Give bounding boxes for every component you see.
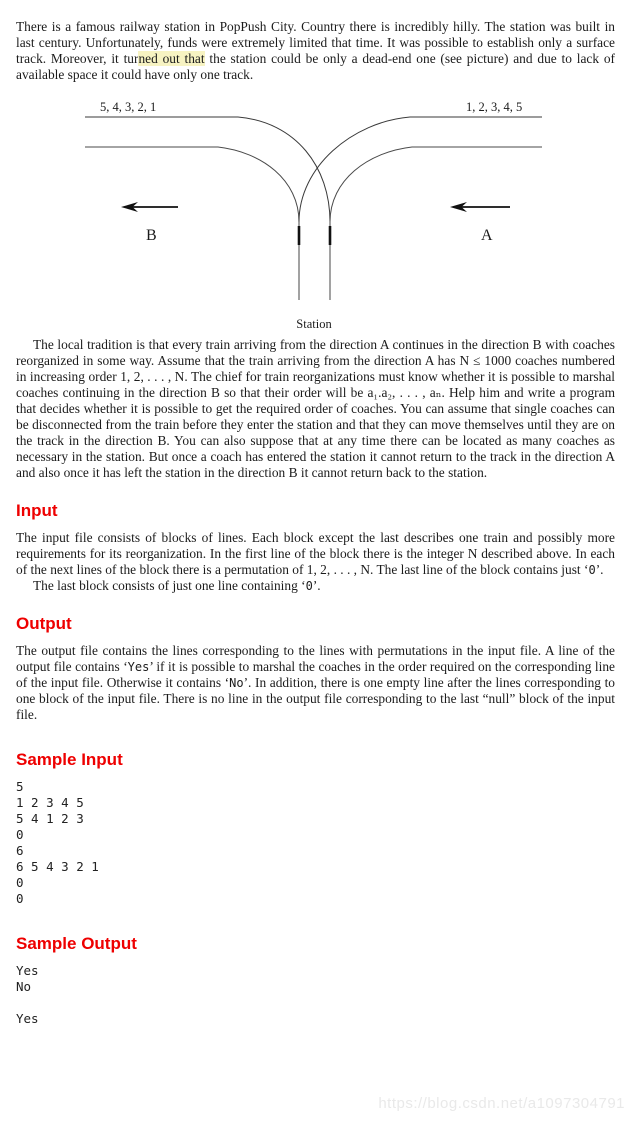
sample-input-line: 5 bbox=[16, 779, 24, 794]
left-bottom-rail bbox=[85, 147, 299, 222]
description-paragraph: The local tradition is that every train arriving from the direction A continues in the direction B with coaches reorganized in some way. Assume that the train arriving from the direction A has N ≤ 1000 coaches numbered in increasing order 1, 2, . . . , N. The chief for train reorganizations must know whether it is possible to marshal coaches continuing in the direction B so that their order will be a₁.a₂, . . . , aₙ. Help him and write a program that decides whether it is possible to get the required order of coaches. You can assume that single coaches can be disconnected from the train before they enter the station and that they can move themselves until they are on the track in the direction B. You can also suppose that at any time there can be located as many coaches as necessary in the station. But once a coach has entered the station it cannot return to the track in the direction A and also once it has left the station in the direction B it cannot return back to the station. bbox=[16, 337, 615, 480]
csdn-watermark: https://blog.csdn.net/a1097304791 bbox=[378, 1095, 625, 1112]
output-text-1: The output file contains the lines corresponding to the lines with permutations in the input file. A line of the output file contains ‘ bbox=[16, 643, 615, 674]
intro-paragraph bbox=[16, 19, 615, 83]
direction-b-label: B bbox=[146, 227, 157, 244]
sample-input-heading: Sample Input bbox=[16, 750, 123, 769]
input-p2-code-zero: 0 bbox=[305, 579, 313, 593]
direction-a-arrow bbox=[450, 202, 510, 212]
station-diagram-figure bbox=[0, 92, 631, 337]
output-text-3: ’. In addition, there is one empty line after the lines corresponding to one block of the input file. There is no line in the output file corresponding to the last “null” block of the input file. bbox=[16, 675, 615, 722]
station-diagram bbox=[0, 92, 631, 337]
sample-output-block bbox=[16, 963, 615, 1027]
input-p2-text-1: The last block consists of just one line containing ‘ bbox=[33, 578, 306, 593]
sample-output-line: Yes bbox=[16, 1011, 39, 1026]
sample-output-line: Yes bbox=[16, 963, 39, 978]
sample-input-line: 6 bbox=[16, 843, 24, 858]
output-paragraph bbox=[16, 643, 615, 723]
sample-input-line: 6 5 4 3 2 1 bbox=[16, 859, 99, 874]
output-section-heading: Output bbox=[16, 614, 72, 633]
output-code-no: No bbox=[229, 676, 244, 690]
sample-input-line: 5 4 1 2 3 bbox=[16, 811, 84, 826]
sample-input-line: 0 bbox=[16, 891, 24, 906]
input-p1-text-2: ’. bbox=[595, 562, 604, 577]
direction-b-arrow bbox=[121, 202, 178, 212]
sample-input-line: 1 2 3 4 5 bbox=[16, 795, 84, 810]
output-code-yes: Yes bbox=[127, 660, 150, 674]
intro-text-2: the station could be only a dead-end one (see picture) and due to lack of available space it could have only one track. bbox=[16, 51, 615, 82]
intro-text-1: There is a famous railway station in PopPush City. Country there is incredibly hilly. The station was built in last century. Unfortunately, funds were extremely limited that time. It was possible to establish only a surface track. Moreover, it tur bbox=[16, 19, 615, 66]
input-paragraph-1 bbox=[16, 530, 615, 578]
input-p1-code-zero: 0 bbox=[588, 563, 596, 577]
sample-input-line: 0 bbox=[16, 875, 24, 890]
output-text-2: ’ if it is possible to marshal the coaches in the order required on the corresponding line of the input file. Otherwise it contains ‘ bbox=[16, 659, 615, 690]
highlighted-text: ned out that bbox=[138, 51, 205, 66]
sample-output-line bbox=[16, 995, 615, 1011]
station-label: Station bbox=[296, 317, 332, 331]
right-track-order-label: 1, 2, 3, 4, 5 bbox=[466, 100, 523, 114]
input-p1-text-1: The input file consists of blocks of lines. Each block except the last describes one train and possibly more requirements for its reorganization. In the first line of the block there is the integer N described above. In each of the next lines of the block there is a permutation of 1, 2, . . . , N. The last line of the block contains just ‘ bbox=[16, 530, 615, 577]
sample-output-line: No bbox=[16, 979, 32, 994]
sample-input-block bbox=[16, 779, 615, 907]
input-paragraph-2 bbox=[16, 578, 615, 594]
input-p2-text-2: ’. bbox=[312, 578, 321, 593]
sample-input-line: 0 bbox=[16, 827, 24, 842]
left-track-order-label: 5, 4, 3, 2, 1 bbox=[100, 100, 157, 114]
sample-output-heading: Sample Output bbox=[16, 934, 137, 953]
input-section-heading: Input bbox=[16, 501, 58, 520]
right-bottom-rail bbox=[330, 147, 542, 222]
direction-a-label: A bbox=[481, 227, 493, 244]
left-top-rail bbox=[85, 117, 330, 222]
